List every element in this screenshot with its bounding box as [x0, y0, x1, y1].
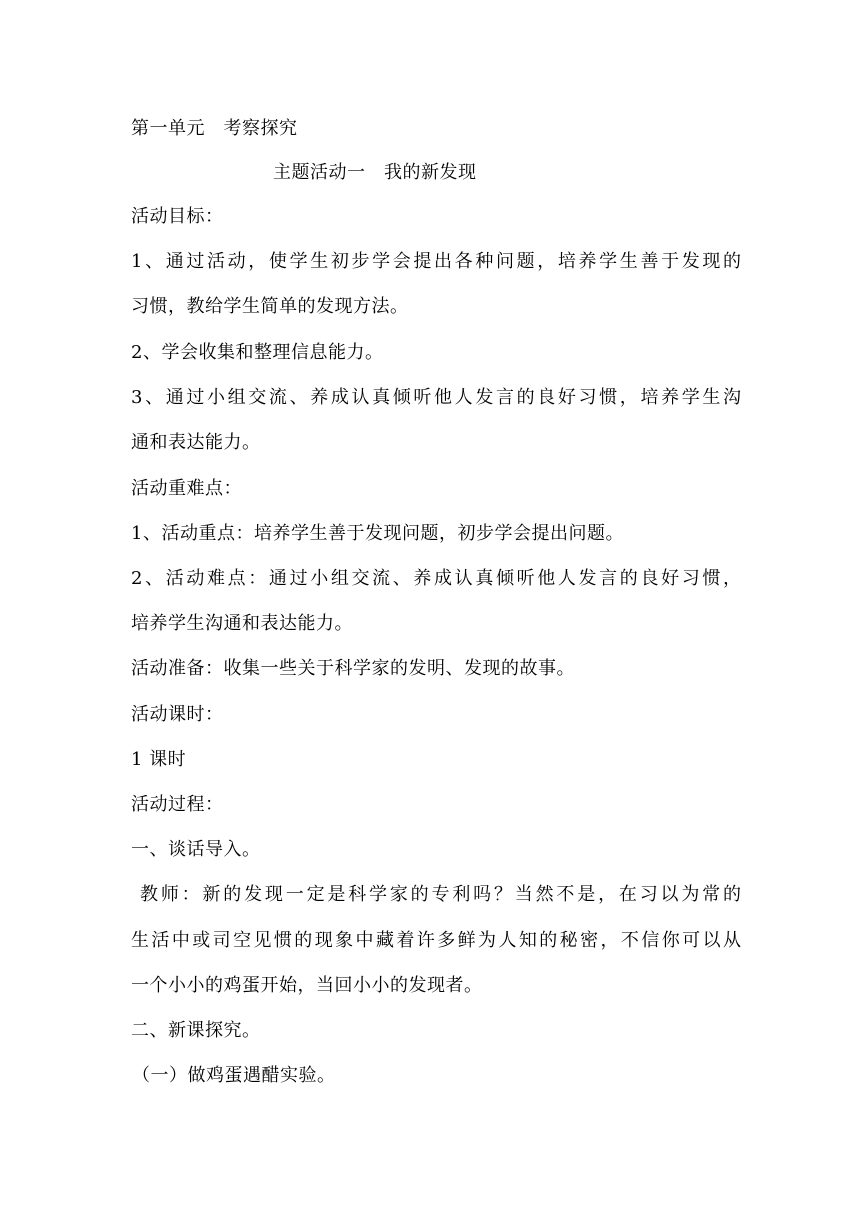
activity-title: 主题活动一 我的新发现 — [273, 162, 477, 183]
key-point-1: 1、活动重点：培养学生善于发现问题，初步学会提出问题。 — [131, 523, 624, 544]
unit-heading: 第一单元 考察探究 — [131, 118, 298, 139]
objective-3-line-2: 通和表达能力。 — [131, 432, 261, 453]
objectives-heading: 活动目标： — [131, 206, 224, 227]
objective-1-line-1: 1、通过活动，使学生初步学会提出各种问题，培养学生善于发现的 — [131, 251, 741, 272]
step-2-heading: 二、新课探究。 — [131, 1020, 261, 1041]
teacher-line-3: 一个小小的鸡蛋开始，当回小小的发现者。 — [131, 975, 483, 996]
preparation: 活动准备：收集一些关于科学家的发明、发现的故事。 — [131, 658, 575, 679]
key-point-2-line-1: 2、活动难点：通过小组交流、养成认真倾听他人发言的良好习惯， — [131, 568, 741, 589]
class-hours-heading: 活动课时： — [131, 704, 224, 725]
teacher-line-1: 教师：新的发现一定是科学家的专利吗？当然不是，在习以为常的 — [140, 884, 741, 905]
objective-3-line-1: 3、通过小组交流、养成认真倾听他人发言的良好习惯，培养学生沟 — [131, 387, 741, 408]
key-point-2-line-2: 培养学生沟通和表达能力。 — [131, 613, 353, 634]
teacher-line-2: 生活中或司空见惯的现象中藏着许多鲜为人知的秘密，不信你可以从 — [131, 930, 741, 951]
step-1-heading: 一、谈话导入。 — [131, 839, 261, 860]
objective-2: 2、学会收集和整理信息能力。 — [131, 342, 384, 363]
sub-step-1: （一）做鸡蛋遇醋实验。 — [132, 1065, 336, 1086]
objective-1-line-2: 习惯，教给学生简单的发现方法。 — [131, 296, 409, 317]
class-hours-value: 1 课时 — [131, 749, 187, 770]
process-heading: 活动过程： — [131, 794, 224, 815]
key-points-heading: 活动重难点： — [131, 478, 242, 499]
